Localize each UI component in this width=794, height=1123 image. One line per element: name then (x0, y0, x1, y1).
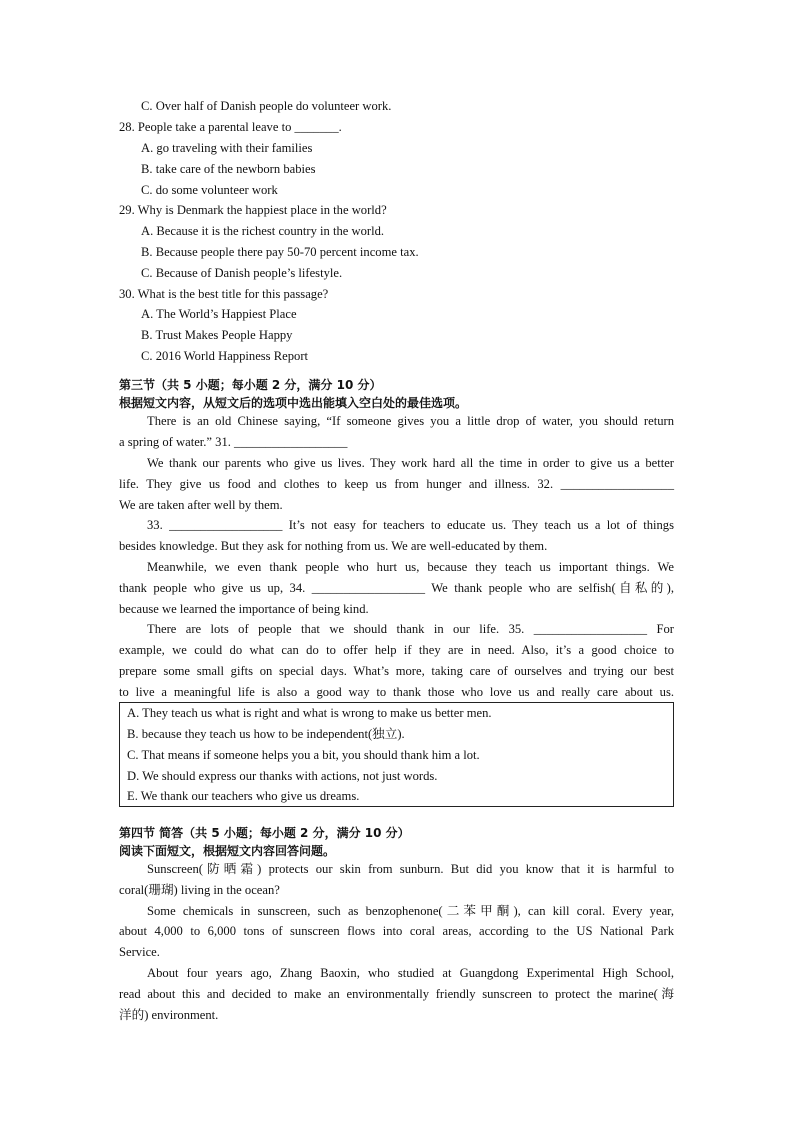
s4-p3-line2: read about this and decided to make an environmentally friendly sunscreen to protect the marine(海 (119, 987, 674, 1001)
q29-option-a: A. Because it is the richest country in the world. (141, 224, 385, 238)
s3-p4-line2: thank people who give us up, 34. __________________ We thank people who are selfish(自私的), (119, 581, 674, 595)
s3-option-b: B. because they teach us how to be independent(独立). (127, 727, 405, 741)
s3-p5-line1: There are lots of people that we should thank in our life. 35. __________________ For (147, 622, 674, 636)
q28-option-a: A. go traveling with their families (141, 141, 313, 155)
s3-p4-line3: because we learned the importance of being kind. (119, 602, 369, 616)
s4-p1-line2: coral(珊瑚) living in the ocean? (119, 883, 280, 897)
s3-p1-line1: There is an old Chinese saying, “If someone gives you a little drop of water, you should return (147, 414, 674, 428)
s3-p2-line3: We are taken after well by them. (119, 498, 283, 512)
q30-stem: 30. What is the best title for this passage? (119, 287, 329, 301)
s3-option-d: D. We should express our thanks with actions, not just words. (127, 769, 438, 783)
s3-option-e: E. We thank our teachers who give us dreams. (127, 789, 360, 803)
q29-option-b: B. Because people there pay 50-70 percent income tax. (141, 245, 419, 259)
q29-option-c: C. Because of Danish people’s lifestyle. (141, 266, 343, 280)
q30-option-b: B. Trust Makes People Happy (141, 328, 293, 342)
s3-option-c: C. That means if someone helps you a bit, you should thank him a lot. (127, 748, 480, 762)
section3-instruction: 根据短文内容，从短文后的选项中选出能填入空白处的最佳选项。 (119, 396, 468, 410)
s3-p1-line2: a spring of water.” 31. __________________ (119, 435, 348, 449)
q28-option-c: C. do some volunteer work (141, 183, 278, 197)
section4-instruction: 阅读下面短文，根据短文内容回答问题。 (119, 844, 336, 858)
s4-p2-line1: Some chemicals in sunscreen, such as benzophenone(二苯甲酮), can kill coral. Every year, (147, 904, 674, 918)
s4-p3-line3: 洋的) environment. (119, 1008, 219, 1022)
s3-p5-line4: to live a meaningful life is also a good way to thank those who love us and really care about us. (119, 685, 674, 699)
s3-p3-line2: besides knowledge. But they ask for nothing from us. We are well-educated by them. (119, 539, 548, 553)
q29-stem: 29. Why is Denmark the happiest place in the world? (119, 203, 387, 217)
s4-p3-line1: About four years ago, Zhang Baoxin, who studied at Guangdong Experimental High School, (147, 966, 674, 980)
s3-p2-line2: life. They give us food and clothes to keep us from hunger and illness. 32. __________________ (119, 477, 674, 491)
s3-option-a: A. They teach us what is right and what is wrong to make us better men. (127, 706, 492, 720)
q28-option-b: B. take care of the newborn babies (141, 162, 316, 176)
q27-option-c: C. Over half of Danish people do volunteer work. (141, 99, 392, 113)
s4-p1-line1: Sunscreen(防晒霜) protects our skin from sunburn. But did you know that it is harmful to (147, 862, 674, 876)
q30-option-a: A. The World’s Happiest Place (141, 307, 297, 321)
section3-heading: 第三节（共 5 小题；每小题 2 分，满分 10 分） (119, 378, 382, 392)
s4-p2-line3: Service. (119, 945, 160, 959)
s3-p5-line2: example, we could do what can do to offer help if they are in need. Also, it’s a good choice to (119, 643, 674, 657)
section4-heading: 第四节 简答（共 5 小题；每小题 2 分，满分 10 分） (119, 826, 410, 840)
s3-p5-line3: prepare some small gifts on special days. What’s more, taking care of ourselves and trying our best (119, 664, 674, 678)
s3-p3-line1: 33. __________________ It’s not easy for teachers to educate us. They teach us a lot of things (147, 518, 674, 532)
s4-p2-line2: about 4,000 to 6,000 tons of sunscreen flows into coral areas, according to the US National Park (119, 924, 674, 938)
q28-stem: 28. People take a parental leave to _______. (119, 120, 342, 134)
q30-option-c: C. 2016 World Happiness Report (141, 349, 309, 363)
s3-p2-line1: We thank our parents who give us lives. They work hard all the time in order to give us a better (147, 456, 674, 470)
s3-p4-line1: Meanwhile, we even thank people who hurt us, because they teach us important things. We (147, 560, 674, 574)
